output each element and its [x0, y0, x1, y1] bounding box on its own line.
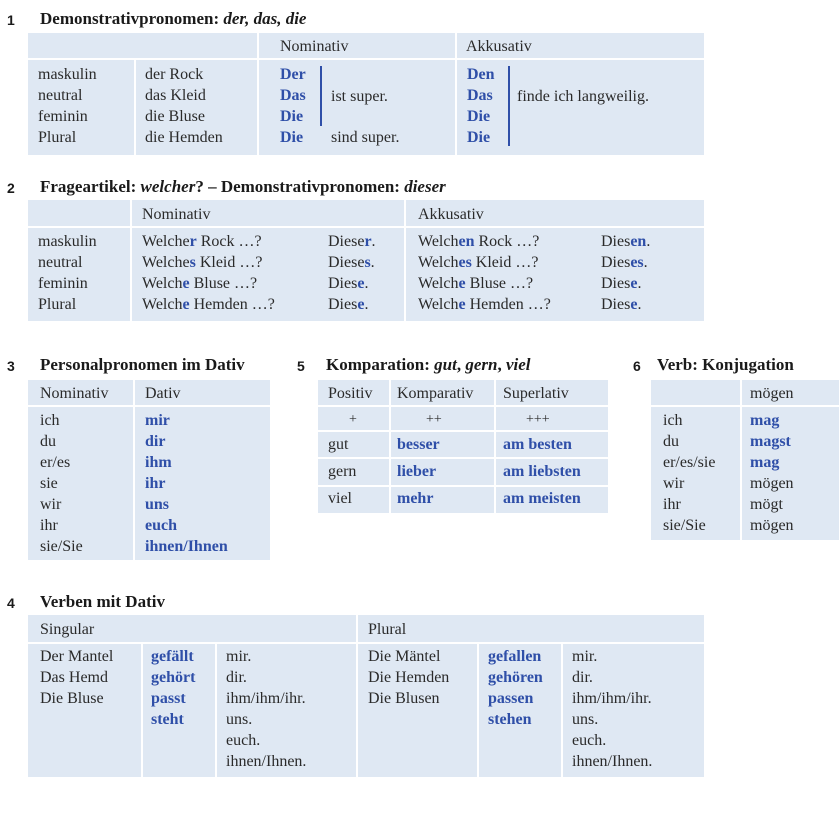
- section-2-akk-questions: [418, 231, 551, 315]
- demonstrative-cell: [328, 231, 376, 252]
- pronoun-cell: ihr: [145, 475, 166, 492]
- superlativ-cell: am meisten: [503, 490, 581, 507]
- demonstrative-cell: [328, 294, 376, 315]
- section-1-title: [40, 9, 306, 29]
- ending-highlight: e: [357, 296, 365, 313]
- word-part: Dies: [601, 275, 631, 292]
- section-2-number: 2: [7, 180, 15, 196]
- section-1-ist-super: ist super.: [331, 88, 388, 105]
- pronoun-cell: Die: [280, 129, 304, 146]
- section-2-header-nominativ: Nominativ: [142, 206, 211, 223]
- section-5-header-superlativ: Superlativ: [503, 385, 569, 402]
- ending-highlight: e: [458, 275, 466, 292]
- pronoun-cell: Das: [280, 87, 306, 104]
- pronoun-cell: Die: [280, 108, 304, 125]
- demonstrative-cell: [601, 294, 650, 315]
- verb-form-cell: mögen: [750, 517, 794, 534]
- section-3-nominative-list: [40, 410, 83, 557]
- pronoun-cell: ich: [40, 412, 60, 429]
- section-2-title-part: Frageartikel:: [40, 177, 141, 196]
- question-word-cell: [142, 252, 275, 273]
- section-5-col-divider: [494, 380, 496, 513]
- noun-cell: Der Mantel: [40, 648, 114, 665]
- section-3-header-divider: [28, 405, 270, 407]
- section-4-singular-nouns: [40, 646, 113, 709]
- word-part: Dies: [601, 296, 631, 313]
- word-part: Dies: [601, 254, 631, 271]
- section-1-col-divider: [134, 58, 136, 155]
- section-5-title: [326, 355, 531, 375]
- section-5-number: 5: [297, 358, 305, 374]
- section-3-dative-list: [145, 410, 228, 557]
- section-5-title-part: ,: [456, 355, 466, 374]
- section-4-col-divider: [215, 642, 217, 777]
- pronoun-cell: euch: [145, 517, 177, 534]
- section-2-title: [40, 177, 446, 197]
- ending-highlight: e: [458, 296, 466, 313]
- pronoun-cell: ihm/ihm/ihr.: [572, 690, 652, 707]
- section-1-genders: [38, 64, 97, 148]
- word-part: .: [643, 254, 648, 271]
- question-word-cell: [418, 294, 551, 315]
- word-part: Bluse …?: [189, 275, 258, 292]
- pronoun-cell: ihr: [663, 496, 681, 513]
- positiv-cell: gern: [328, 463, 357, 480]
- section-1-header-akkusativ: Akkusativ: [466, 38, 532, 55]
- section-5-symbol-komparativ: ++: [426, 412, 442, 427]
- section-3-header-dativ: Dativ: [145, 385, 181, 402]
- section-2-nom-demonstratives: [328, 231, 376, 315]
- ending-highlight: r: [364, 233, 372, 250]
- demonstrative-cell: [601, 231, 650, 252]
- gender-label: maskulin: [38, 66, 97, 83]
- section-4-plural-verbs: [488, 646, 543, 730]
- superlativ-cell: am besten: [503, 436, 572, 453]
- section-1-title-italic: der, das, die: [223, 9, 307, 28]
- pronoun-cell: er/es/sie: [663, 454, 716, 471]
- verb-cell: gefällt: [151, 648, 194, 665]
- pronoun-cell: uns: [145, 496, 170, 513]
- word-part: Welch: [418, 254, 459, 271]
- section-4-singular-verbs: [151, 646, 195, 730]
- word-part: Rock …?: [196, 233, 262, 250]
- section-4-plural-pronouns: [572, 646, 652, 772]
- section-3-title: Personalpronomen im Dativ: [40, 355, 245, 374]
- question-word-cell: [418, 252, 551, 273]
- word-part: .: [637, 296, 642, 313]
- pronoun-cell: dir.: [226, 669, 247, 686]
- pronoun-cell: sie: [40, 475, 58, 492]
- pronoun-cell: sie/Sie: [663, 517, 706, 534]
- section-4-col-divider: [356, 615, 358, 777]
- pronoun-cell: du: [40, 433, 56, 450]
- pronoun-cell: mir: [145, 412, 170, 429]
- gender-label: feminin: [38, 108, 88, 125]
- question-word-cell: [142, 294, 275, 315]
- section-4-header-divider: [28, 642, 704, 644]
- pronoun-cell: Die: [467, 129, 491, 146]
- pronoun-cell: Der: [280, 66, 306, 83]
- noun-cell: Die Blusen: [368, 690, 440, 707]
- section-5-title-italic: gern: [465, 355, 498, 374]
- word-part: Kleid …?: [471, 254, 539, 271]
- word-part: Welch: [418, 233, 459, 250]
- word-part: Rock …?: [474, 233, 540, 250]
- question-word-cell: [418, 231, 551, 252]
- ending-highlight: es: [458, 254, 472, 271]
- verb-cell: gehören: [488, 669, 543, 686]
- bracket-line: [508, 66, 510, 146]
- ending-highlight: e: [630, 296, 638, 313]
- pronoun-cell: wir: [40, 496, 62, 513]
- ending-highlight: e: [182, 275, 190, 292]
- pronoun-cell: ihr: [40, 517, 58, 534]
- section-6-title: Verb: Konjugation: [657, 355, 794, 374]
- pronoun-cell: uns.: [572, 711, 599, 728]
- noun-cell: die Bluse: [145, 108, 205, 125]
- word-part: Dies: [328, 275, 358, 292]
- section-2-col-divider: [130, 200, 132, 321]
- section-5-divider: [318, 457, 608, 459]
- section-5-title-part: ,: [497, 355, 506, 374]
- ending-highlight: e: [630, 275, 638, 292]
- section-5-header-komparativ: Komparativ: [397, 385, 474, 402]
- section-1-header-nominativ: Nominativ: [280, 38, 349, 55]
- section-5-title-italic: gut: [434, 355, 457, 374]
- word-part: .: [646, 233, 651, 250]
- verb-form-cell: mögt: [750, 496, 783, 513]
- ending-highlight: en: [458, 233, 475, 250]
- pronoun-cell: dir.: [572, 669, 593, 686]
- ending-highlight: r: [189, 233, 197, 250]
- word-part: Diese: [328, 233, 365, 250]
- section-4-number: 4: [7, 595, 15, 611]
- section-6-header-moegen: mögen: [750, 385, 794, 402]
- section-1-title-main: Demonstrativpronomen:: [40, 9, 224, 28]
- gender-label: Plural: [38, 129, 77, 146]
- pronoun-cell: ihnen/Ihnen.: [572, 753, 653, 770]
- section-4-col-divider: [561, 642, 563, 777]
- section-1-col-divider: [257, 33, 259, 155]
- pronoun-cell: Den: [467, 66, 495, 83]
- word-part: Hemden …?: [189, 296, 275, 313]
- noun-cell: Das Hemd: [40, 669, 108, 686]
- section-5-title-italic: viel: [505, 355, 531, 374]
- section-5-title-part: Komparation:: [326, 355, 435, 374]
- gender-label: neutral: [38, 254, 83, 271]
- section-5-divider: [318, 405, 608, 407]
- pronoun-cell: sie/Sie: [40, 538, 83, 555]
- word-part: Welch: [418, 275, 459, 292]
- section-4-title: Verben mit Dativ: [40, 592, 165, 611]
- noun-cell: Die Bluse: [40, 690, 104, 707]
- question-word-cell: [142, 273, 275, 294]
- noun-cell: der Rock: [145, 66, 204, 83]
- demonstrative-cell: [328, 273, 376, 294]
- komparativ-cell: lieber: [397, 463, 437, 480]
- word-part: .: [637, 275, 642, 292]
- pronoun-cell: er/es: [40, 454, 71, 471]
- word-part: Welch: [142, 275, 183, 292]
- ending-highlight: en: [630, 233, 647, 250]
- section-6-col-divider: [740, 380, 742, 540]
- section-4-header-plural: Plural: [368, 621, 407, 638]
- word-part: .: [364, 296, 369, 313]
- pronoun-cell: euch.: [572, 732, 607, 749]
- bracket-line: [320, 66, 322, 126]
- section-1-header-divider: [28, 58, 704, 60]
- verb-form-cell: mag: [750, 412, 780, 429]
- section-1-nom-pronouns: [280, 64, 306, 148]
- verb-cell: gehört: [151, 669, 196, 686]
- section-2-title-part: ? – Demonstrativpronomen:: [195, 177, 405, 196]
- section-5-symbol-positiv: +: [349, 412, 357, 427]
- word-part: .: [364, 275, 369, 292]
- section-5-divider: [318, 430, 608, 432]
- word-part: Diese: [328, 254, 365, 271]
- pronoun-cell: mir.: [226, 648, 252, 665]
- gender-label: maskulin: [38, 233, 97, 250]
- section-6-pronouns: [663, 410, 715, 536]
- section-6-number: 6: [633, 358, 641, 374]
- noun-cell: Die Mäntel: [368, 648, 441, 665]
- pronoun-cell: ihm/ihm/ihr.: [226, 690, 306, 707]
- section-4-singular-pronouns: [226, 646, 306, 772]
- pronoun-cell: wir: [663, 475, 685, 492]
- section-1-nouns: [145, 64, 223, 148]
- pronoun-cell: Das: [467, 87, 493, 104]
- positiv-cell: gut: [328, 436, 349, 453]
- komparativ-cell: mehr: [397, 490, 434, 507]
- word-part: Welch: [418, 296, 459, 313]
- word-part: Welche: [142, 254, 190, 271]
- pronoun-cell: dir: [145, 433, 166, 450]
- section-2-header-akkusativ: Akkusativ: [418, 206, 484, 223]
- section-5-col-divider: [389, 380, 391, 513]
- section-4-col-divider: [141, 642, 143, 777]
- superlativ-cell: am liebsten: [503, 463, 581, 480]
- section-5-header-positiv: Positiv: [328, 385, 373, 402]
- word-part: Bluse …?: [465, 275, 534, 292]
- section-2-title-italic: welcher: [140, 177, 196, 196]
- verb-cell: steht: [151, 711, 184, 728]
- section-2-nom-questions: [142, 231, 275, 315]
- word-part: Welche: [142, 233, 190, 250]
- section-4-header-singular: Singular: [40, 621, 95, 638]
- ending-highlight: e: [182, 296, 190, 313]
- verb-form-cell: mag: [750, 454, 780, 471]
- section-1-akk-pronouns: [467, 64, 495, 148]
- verb-cell: stehen: [488, 711, 532, 728]
- demonstrative-cell: [601, 252, 650, 273]
- section-5-divider: [318, 485, 608, 487]
- demonstrative-cell: [601, 273, 650, 294]
- pronoun-cell: ihnen/Ihnen.: [226, 753, 307, 770]
- section-3-col-divider: [133, 380, 135, 560]
- section-2-col-divider: [404, 200, 406, 321]
- noun-cell: das Kleid: [145, 87, 206, 104]
- section-6-forms: [750, 410, 794, 536]
- section-1-finde-langweilig: finde ich langweilig.: [517, 88, 649, 105]
- verb-form-cell: mögen: [750, 475, 794, 492]
- section-2-akk-demonstratives: [601, 231, 650, 315]
- gender-label: feminin: [38, 275, 88, 292]
- pronoun-cell: ihm: [145, 454, 172, 471]
- verb-cell: passt: [151, 690, 186, 707]
- pronoun-cell: du: [663, 433, 679, 450]
- section-2-title-italic: dieser: [404, 177, 446, 196]
- section-1-number: 1: [7, 12, 15, 28]
- gender-label: Plural: [38, 296, 77, 313]
- word-part: .: [370, 254, 375, 271]
- komparativ-cell: besser: [397, 436, 440, 453]
- section-1-col-divider: [455, 33, 457, 155]
- pronoun-cell: Die: [467, 108, 491, 125]
- ending-highlight: es: [630, 254, 644, 271]
- pronoun-cell: ihnen/Ihnen: [145, 538, 228, 555]
- question-word-cell: [142, 231, 275, 252]
- section-5-symbol-superlativ: +++: [526, 412, 550, 427]
- verb-form-cell: magst: [750, 433, 791, 450]
- ending-highlight: s: [364, 254, 371, 271]
- section-2-genders: [38, 231, 97, 315]
- ending-highlight: s: [189, 254, 196, 271]
- section-4-col-divider: [477, 642, 479, 777]
- ending-highlight: e: [357, 275, 365, 292]
- positiv-cell: viel: [328, 490, 352, 507]
- question-word-cell: [418, 273, 551, 294]
- pronoun-cell: uns.: [226, 711, 253, 728]
- pronoun-cell: euch.: [226, 732, 261, 749]
- word-part: .: [371, 233, 376, 250]
- noun-cell: die Hemden: [145, 129, 223, 146]
- section-3-number: 3: [7, 358, 15, 374]
- section-4-plural-nouns: [368, 646, 449, 709]
- verb-cell: passen: [488, 690, 534, 707]
- word-part: Dies: [328, 296, 358, 313]
- noun-cell: Die Hemden: [368, 669, 450, 686]
- word-part: Welch: [142, 296, 183, 313]
- section-3-header-nominativ: Nominativ: [40, 385, 109, 402]
- word-part: Kleid …?: [195, 254, 263, 271]
- gender-label: neutral: [38, 87, 83, 104]
- section-1-sind-super: sind super.: [331, 129, 400, 146]
- word-part: Hemden …?: [465, 296, 551, 313]
- pronoun-cell: ich: [663, 412, 683, 429]
- word-part: Dies: [601, 233, 631, 250]
- demonstrative-cell: [328, 252, 376, 273]
- verb-cell: gefallen: [488, 648, 542, 665]
- pronoun-cell: mir.: [572, 648, 598, 665]
- section-6-header-divider: [651, 405, 839, 407]
